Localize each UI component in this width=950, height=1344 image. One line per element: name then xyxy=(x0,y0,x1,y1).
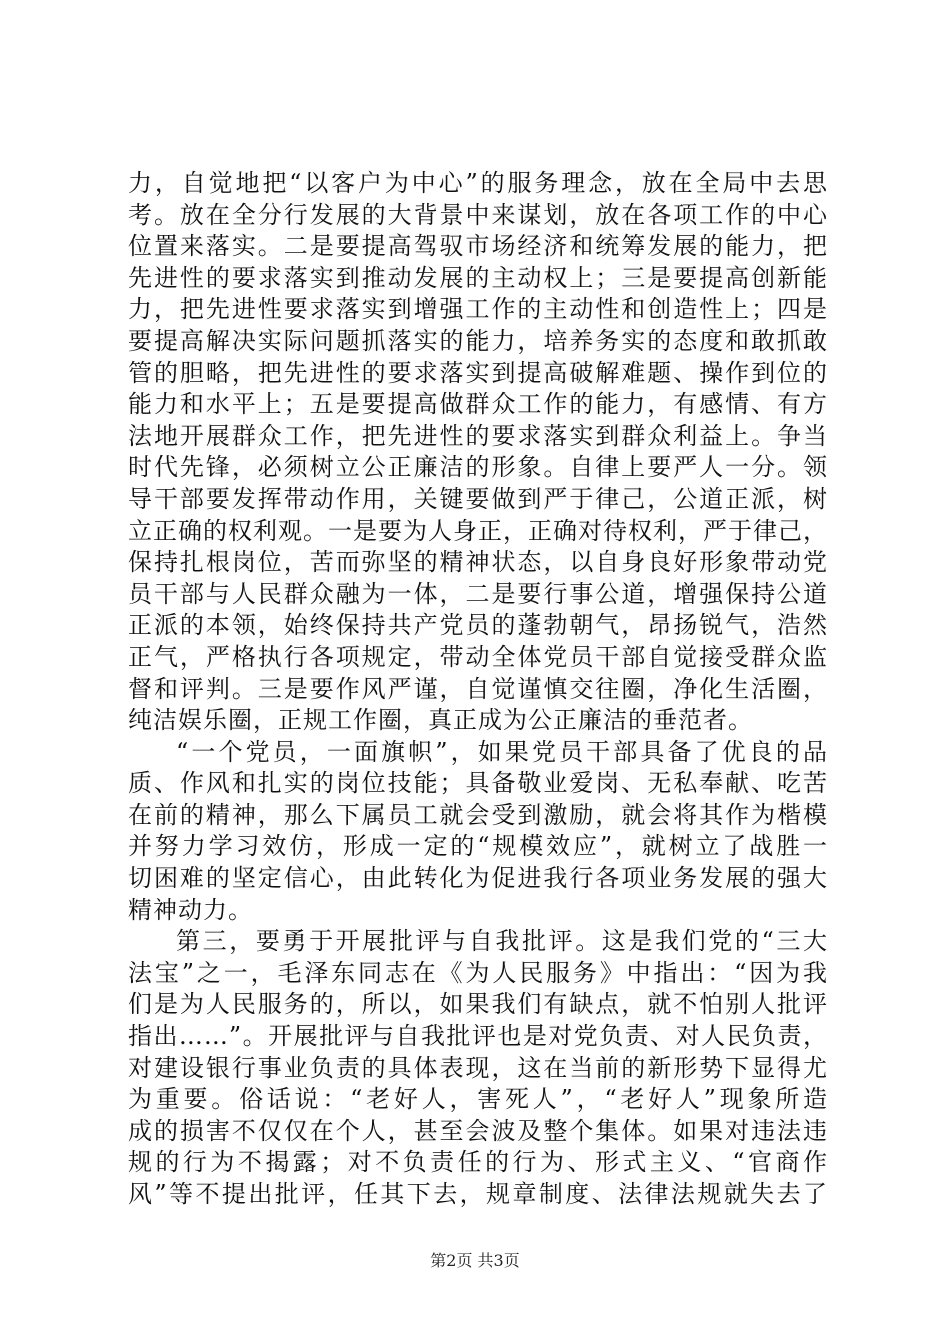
paragraph xyxy=(128,737,828,927)
text-line: 员干部与人民群众融为一体，二是要行事公道，增强保持公道 xyxy=(128,579,828,608)
text-line: 位置来落实。二是要提高驾驭市场经济和统筹发展的能力，把 xyxy=(128,232,828,261)
document-body xyxy=(128,168,828,1211)
text-line: 为重要。俗话说：“老好人，害死人”，“老好人”现象所造 xyxy=(128,1085,828,1114)
text-line: 力，把先进性要求落实到增强工作的主动性和创造性上；四是 xyxy=(128,295,828,324)
text-line: 能力和水平上；五是要提高做群众工作的能力，有感情、有方 xyxy=(128,390,828,419)
text-line: 立正确的权利观。一是要为人身正，正确对待权利，严于律己， xyxy=(128,516,828,545)
text-line: 保持扎根岗位，苦而弥坚的精神状态，以自身良好形象带动党 xyxy=(128,548,828,577)
paragraph xyxy=(128,168,828,737)
text-line: 规的行为不揭露；对不负责任的行为、形式主义、“官商作 xyxy=(128,1148,828,1177)
text-line: 力，自觉地把“以客户为中心”的服务理念，放在全局中去思 xyxy=(128,169,828,197)
text-line: 时代先锋，必须树立公正廉洁的形象。自律上要严人一分。领 xyxy=(128,453,828,482)
text-line: 管的胆略，把先进性的要求落实到提高破解难题、操作到位的 xyxy=(128,358,828,387)
text-line: 精神动力。 xyxy=(128,895,253,924)
text-line: 督和评判。三是要作风严谨，自觉谨慎交往圈，净化生活圈， xyxy=(128,674,828,703)
text-line: 并努力学习效仿，形成一定的“规模效应”，就树立了战胜一 xyxy=(128,832,828,861)
text-line: 第三，要勇于开展批评与自我批评。这是我们党的“三大 xyxy=(176,927,828,956)
paragraph xyxy=(128,926,828,1210)
text-line: 质、作风和扎实的岗位技能；具备敬业爱岗、无私奉献、吃苦 xyxy=(128,769,828,798)
text-line: 正气，严格执行各项规定，带动全体党员干部自觉接受群众监 xyxy=(128,642,828,671)
text-line: 法地开展群众工作，把先进性的要求落实到群众利益上。争当 xyxy=(128,421,828,450)
text-line: 切困难的坚定信心，由此转化为促进我行各项业务发展的强大 xyxy=(128,864,828,893)
text-line: 在前的精神，那么下属员工就会受到激励，就会将其作为楷模 xyxy=(128,800,828,829)
text-line: 风”等不提出批评，任其下去，规章制度、法律法规就失去了 xyxy=(128,1180,828,1208)
text-line: 正派的本领，始终保持共产党员的蓬勃朝气，昂扬锐气，浩然 xyxy=(128,611,828,640)
text-line: 要提高解决实际问题抓落实的能力，培养务实的态度和敢抓敢 xyxy=(128,326,828,355)
text-line: “一个党员，一面旗帜”，如果党员干部具备了优良的品 xyxy=(176,737,828,766)
text-line: 们是为人民服务的，所以，如果我们有缺点，就不怕别人批评 xyxy=(128,990,828,1019)
page-number-footer: 第2页 共3页 xyxy=(430,1251,520,1270)
text-line: 导干部要发挥带动作用，关键要做到严于律己，公道正派，树 xyxy=(128,484,828,513)
text-line: 法宝”之一，毛泽东同志在《为人民服务》中指出：“因为我 xyxy=(128,958,828,987)
text-line: 纯洁娱乐圈，正规工作圈，真正成为公正廉洁的垂范者。 xyxy=(128,706,753,735)
text-line: 对建设银行事业负责的具体表现，这在当前的新形势下显得尤 xyxy=(128,1053,828,1082)
text-line: 考。放在全分行发展的大背景中来谋划，放在各项工作的中心 xyxy=(128,200,828,229)
text-line: 指出……”。开展批评与自我批评也是对党负责、对人民负责， xyxy=(128,1022,828,1051)
text-line: 成的损害不仅仅在个人，甚至会波及整个集体。如果对违法违 xyxy=(128,1116,828,1145)
text-line: 先进性的要求落实到推动发展的主动权上；三是要提高创新能 xyxy=(128,263,828,292)
